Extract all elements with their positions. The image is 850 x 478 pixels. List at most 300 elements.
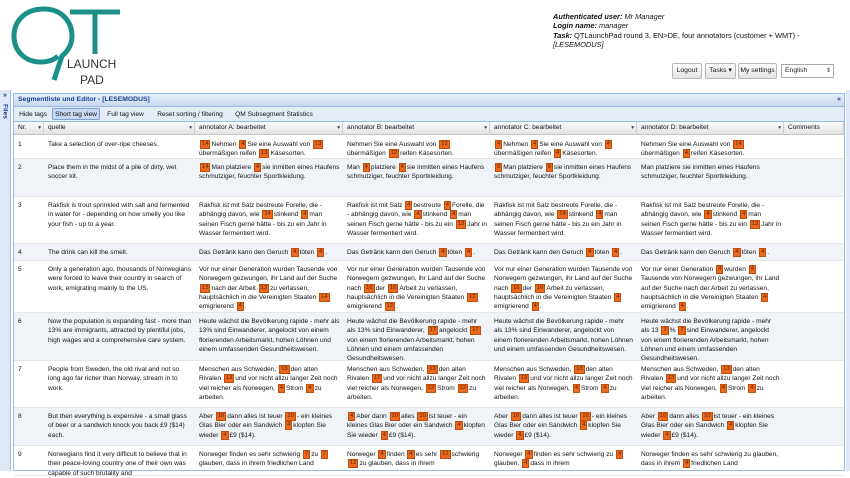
tasks-button[interactable] xyxy=(705,63,736,79)
annotator-d-cell[interactable] xyxy=(637,265,784,311)
qm-tag: 12 xyxy=(386,303,394,310)
qm-tag: 4 xyxy=(729,422,733,429)
toolbar xyxy=(14,107,844,122)
segment-text: übermäßigen xyxy=(641,150,682,158)
segment-text: sie inmitten eines Haufens schmutziger, feuchter Sportkleidung. xyxy=(199,164,340,181)
qm-tag: 16 xyxy=(536,284,544,291)
table-row[interactable] xyxy=(14,313,844,361)
segment-text: . xyxy=(539,303,542,311)
annotator-b-cell[interactable] xyxy=(343,140,490,159)
qm-tag: 4 xyxy=(684,150,688,157)
segment-text: Arbeit zu verlassen, hauptsächlich in die Vereinigten Staaten xyxy=(347,284,467,301)
col-annotator-a[interactable]: annotator A: bearbeitet ▾ xyxy=(195,122,343,135)
source-text: Rakfisk is trout sprinkled with salt and fermented in water for - depending on how smelly you like your fish - up to a year. xyxy=(48,202,190,228)
segment-text: - ein kleines Glas Bier oder ein Sandwich xyxy=(494,413,628,430)
annotator-a-cell[interactable] xyxy=(195,317,343,354)
segment-text: % xyxy=(669,327,678,335)
segment-number: 6 xyxy=(18,318,22,325)
qm-tag: 13 xyxy=(723,366,730,372)
annotator-c-cell[interactable] xyxy=(490,412,637,440)
segment-text: töten xyxy=(594,249,611,256)
segment-text: dann alles ist teuer xyxy=(522,413,580,420)
source-text: Now the population is expanding fast - more than 13% are immigrants, attracted by plentiful jobs, high wages and a comprehensive care system. xyxy=(48,318,192,344)
segment-text: übermäßigen reifen xyxy=(494,150,554,158)
segment-text: Norweger finden es sehr schwierig xyxy=(199,451,302,458)
full-tag-view-button[interactable]: Full tag view xyxy=(107,111,144,118)
qm-tag: 4 xyxy=(527,451,531,457)
annotator-c-cell[interactable] xyxy=(490,450,637,469)
qm-tag: 12 xyxy=(441,141,448,147)
qm-tag: 4 xyxy=(255,164,260,170)
qm-tag: 10 xyxy=(391,413,398,419)
qm-tag: 4 xyxy=(718,266,722,272)
qm-tag: 4 xyxy=(750,384,754,391)
segment-text: Man platziere xyxy=(503,164,545,171)
qm-statistics-button[interactable]: QM Subsegment Statistics xyxy=(235,111,313,118)
annotator-d-cell[interactable] xyxy=(637,248,784,257)
col-nr[interactable]: Nr. ▾ xyxy=(14,122,44,135)
qm-tag: 4 xyxy=(588,249,592,255)
annotator-b-cell[interactable] xyxy=(343,265,490,311)
table-row[interactable] xyxy=(14,136,844,159)
segment-text: finden xyxy=(386,451,407,458)
segment-text: £9 ($14). xyxy=(229,431,256,439)
segment-text: den alten Rivalen xyxy=(347,366,466,383)
qm-tag: 4 xyxy=(721,384,725,391)
panel-title-bar xyxy=(14,94,844,107)
qm-tag: 4 xyxy=(735,249,739,255)
table-row[interactable] xyxy=(14,261,844,313)
segment-text: Nehmen Sie eine Auswahl von xyxy=(347,141,439,148)
task-mode: [LESEMODUS] xyxy=(553,40,604,50)
segment-text: man seinen Fisch gerne hätte - bis zu ein Jahr in Wasser fermentiert wird. xyxy=(494,211,622,237)
chevron-down-icon: ▾ xyxy=(38,125,41,131)
segment-text: Strom xyxy=(285,384,306,392)
segment-text: zu arbeiten. xyxy=(641,384,764,401)
annotator-a-cell[interactable] xyxy=(195,265,343,311)
source-text: Norwegians find it very difficult to believe that in their peace-loving country one of their own was capable of such brutality and xyxy=(48,451,187,477)
segment-text: . xyxy=(473,249,476,256)
segment-text: . xyxy=(244,303,247,311)
qm-tag: 4 xyxy=(382,431,386,438)
qm-tag: 4 xyxy=(750,266,754,272)
qm-tag: 4 xyxy=(706,211,710,218)
segment-text: es sehr xyxy=(415,451,440,458)
qm-tag: 4 xyxy=(364,164,368,170)
table-row[interactable] xyxy=(14,159,844,197)
annotator-d-cell[interactable] xyxy=(637,140,784,159)
segment-text: £9 ($14). xyxy=(388,431,416,439)
segment-text: töten xyxy=(299,249,316,256)
segment-text: Aber xyxy=(494,413,510,420)
qm-tag: 10 xyxy=(287,413,294,419)
segment-text: Heute wächst die Bevölkerung rapide - mehr als 13% sind Einwanderer, angelockt von einem florierenden Arbeitsmarkt, hohen Löhnen und einem umfassenden Gesundheitswesen. xyxy=(494,318,633,353)
table-row[interactable] xyxy=(14,408,844,446)
qm-tag: 4 xyxy=(407,202,411,208)
panel-title: Segmentliste und Editor - [LESEMODUS] xyxy=(18,96,150,103)
qm-tag: 14 xyxy=(735,141,742,147)
files-panel-collapsed[interactable] xyxy=(0,90,11,471)
qm-tag: 4 xyxy=(441,249,445,255)
segment-number: 8 xyxy=(18,413,22,420)
files-label: Files xyxy=(1,104,9,119)
qm-tag: 16 xyxy=(513,284,520,291)
col-annotator-b[interactable]: annotator B: bearbeitet ▾ xyxy=(343,122,490,135)
qm-tag: 4 xyxy=(606,141,610,147)
qm-tag: 4 xyxy=(741,211,746,218)
qm-tag: 4 xyxy=(409,451,413,457)
collapse-icon[interactable]: « xyxy=(837,96,841,103)
segment-text: und vor nicht allzu langer Zeit noch viel reicher als Norwegen, xyxy=(199,375,338,392)
short-tag-view-button[interactable]: Short tag view xyxy=(52,108,100,120)
qm-tag: 4 xyxy=(680,303,684,310)
annotator-c-cell[interactable] xyxy=(490,265,637,311)
chevron-down-icon: ▾ xyxy=(631,125,634,131)
segment-text: zu glauben, dass in ihrem xyxy=(359,460,435,468)
segment-text: £9 ($14). xyxy=(524,431,551,439)
qm-tag: 4 xyxy=(665,431,669,438)
qm-tag: 10 xyxy=(704,413,711,419)
col-annotator-c[interactable]: annotator C: bearbeitet ▾ xyxy=(490,122,637,135)
annotator-a-cell[interactable] xyxy=(195,140,343,159)
qm-tag: 12 xyxy=(459,384,467,391)
segment-text: man seinen Fisch gerne hätte - bis zu ein xyxy=(347,211,472,228)
segment-text: stinkend xyxy=(712,211,739,219)
segment-number: 1 xyxy=(18,141,22,148)
qm-tag: 4 xyxy=(380,451,384,457)
qm-tag: 13 xyxy=(225,375,233,382)
qm-tag: 14 xyxy=(559,211,566,218)
qm-tag: 4 xyxy=(238,303,242,310)
task-value: QTLaunchPad round 3, EN>DE, four annotators (customer + WMT) - xyxy=(574,30,800,40)
qm-tag: 9 xyxy=(497,164,501,170)
segment-text: - ein kleines Glas Bier oder ein Sandwich xyxy=(199,413,333,430)
segment-text: . xyxy=(686,303,689,311)
qm-tag: 4 xyxy=(518,431,522,438)
segment-text: Käsesorten. xyxy=(270,150,306,158)
segment-text: Jahr in Wasser fermentiert wird. xyxy=(347,220,488,237)
segment-text: Das Getränk kann den Geruch xyxy=(199,249,291,256)
expand-icon[interactable]: » xyxy=(3,92,7,99)
table-row[interactable] xyxy=(14,446,844,476)
qm-tag: 9 xyxy=(547,164,551,170)
qm-tag: 16 xyxy=(389,284,397,291)
qm-tag: 14 xyxy=(321,293,328,300)
segment-text: emigrierend xyxy=(641,303,678,311)
qm-tag: 4 xyxy=(287,422,291,429)
qm-tag: 17 xyxy=(373,375,381,382)
user-info xyxy=(553,12,850,50)
annotator-a-cell[interactable] xyxy=(195,201,343,238)
segment-text: Heute wächst die Bevölkerung rapide - mehr als 13% sind Einwanderer, xyxy=(347,318,478,335)
annotator-c-cell[interactable] xyxy=(490,201,637,238)
segment-text: Heute wächst die Bevölkerung rapide - mehr als 13% sind Einwanderer, angelockt von einem florierenden Arbeitsmarkt, hohen Löhnen und einem umfassenden Gesundheitswesen. xyxy=(199,318,340,353)
segment-text: Vor nur einer Generation wurden Tausende von Norwegern gezwungen, ihr Land auf der Suche nach xyxy=(347,266,486,292)
segment-text: Jahr in Wasser fermentiert wird. xyxy=(641,220,782,237)
segment-text: den alten Rivalen xyxy=(494,366,613,383)
table-row[interactable] xyxy=(14,244,844,261)
segment-text: Rakfisk ist mit Salz bestreute Forelle, die - abhängig davon, wie xyxy=(199,202,323,219)
annotator-b-cell[interactable] xyxy=(343,412,490,440)
segment-text: Menschen aus Schweden, xyxy=(199,366,279,373)
segment-text: zu verlassen, hauptsächlich in die Vereinigten Staaten xyxy=(199,284,319,301)
segment-text: klopfen Sie wieder xyxy=(641,422,768,439)
qm-tag: 7 xyxy=(680,327,684,334)
segment-text: Man xyxy=(347,164,362,171)
chevron-down-icon: ▾ xyxy=(778,125,781,131)
segment-text: stinkend xyxy=(273,211,301,219)
qm-tag: 7 xyxy=(663,327,667,334)
auth-label: Authenticated user: xyxy=(553,12,623,21)
qm-tag: 4 xyxy=(416,211,420,218)
source-text: Only a generation ago, thousands of Norwegians were forced to leave their country in search of work, emigrating mainly to the US. xyxy=(48,266,191,292)
segment-text: ist teuer - ein kleines Glas Bier oder ein Sandwich xyxy=(641,413,775,430)
qm-tag: 4 xyxy=(303,211,307,218)
chevron-down-icon: ▾ xyxy=(728,67,732,74)
segment-number: 2 xyxy=(18,164,22,171)
segment-text: man seinen Fisch gerne hätte - bis zu ein Jahr in Wasser fermentiert wird. xyxy=(199,211,327,237)
qm-tag: 14 xyxy=(264,211,271,218)
qm-tag: 4 xyxy=(400,164,404,170)
qm-tag: 4 xyxy=(524,460,528,467)
qm-tag: 13 xyxy=(667,375,675,382)
qm-tag: 4 xyxy=(614,249,618,255)
segment-text: dann alles xyxy=(669,413,702,420)
qm-tag: 4 xyxy=(685,460,689,467)
segment-text: sind Einwanderer, angelockt von einem florierenden Arbeitsmarkt, hohen Löhnen und einem umfassenden Gesundheitswesen. xyxy=(641,327,770,363)
qm-tag: 4 xyxy=(763,293,767,300)
annotator-d-cell[interactable] xyxy=(637,317,784,363)
segment-text: . xyxy=(767,249,770,256)
qm-tag: 13 xyxy=(520,375,528,382)
qm-tag: 4 xyxy=(350,413,354,419)
segment-text: sie inmitten eines Haufens schmutziger, feuchter Sportkleidung. xyxy=(347,164,485,181)
qm-tag: 13 xyxy=(261,150,268,157)
hide-tags-button[interactable]: Hide tags xyxy=(19,111,47,118)
qm-tag: 4 xyxy=(241,141,245,147)
segment-text: klopfen Sie wieder xyxy=(347,422,485,439)
qm-tag: 14 xyxy=(202,164,209,170)
qm-tag: 4 xyxy=(598,211,602,218)
annotator-a-cell[interactable] xyxy=(195,248,343,257)
segment-text: Nehmen xyxy=(503,141,530,148)
segment-text: stinkend xyxy=(568,211,596,219)
qm-tag: 10 xyxy=(512,413,520,419)
segment-text: Nehmen xyxy=(211,141,239,148)
segment-text: zu arbeiten. xyxy=(494,384,617,401)
tasks-label: Tasks xyxy=(709,67,727,74)
segment-text: £9 ($14). xyxy=(671,431,698,439)
qm-tag: 17 xyxy=(472,327,479,334)
segment-text: emigrierend xyxy=(494,303,531,311)
segment-text: Rakfisk ist mit Salz bestreute Forelle, die - abhängig davon, wie xyxy=(494,202,618,219)
auth-value: Mr Manager xyxy=(624,12,665,21)
segment-text: angelockt xyxy=(439,327,470,335)
segment-text: glauben, dass in ihrem friedlichen Land xyxy=(199,460,314,468)
segment-text: sie inmitten eines Haufens schmutziger, feuchter Sportkleidung. xyxy=(494,164,632,181)
annotator-b-cell[interactable] xyxy=(343,317,490,363)
segment-text: . xyxy=(396,303,398,311)
qm-tag: 10 xyxy=(419,413,426,419)
annotator-c-cell[interactable] xyxy=(490,248,637,257)
login-label: Login name: xyxy=(553,21,597,31)
segment-text: reifen Käsesorten. xyxy=(400,150,454,158)
language-select[interactable] xyxy=(781,64,834,78)
qm-tag: 10 xyxy=(659,413,667,419)
qm-tag: 4 xyxy=(452,211,456,218)
table-header xyxy=(14,122,844,135)
segment-text: Strom xyxy=(580,384,601,392)
qm-tag: 7 xyxy=(323,451,327,457)
segment-text: Strom xyxy=(437,384,457,392)
task-label: Task: xyxy=(553,30,573,40)
segment-text: Aber xyxy=(641,413,657,420)
annotator-d-cell[interactable] xyxy=(637,201,784,238)
segment-text: Menschen aus Schweden, xyxy=(494,366,574,373)
segment-text: klopfen Sie wieder xyxy=(199,422,326,439)
segment-text: zu arbeiten. xyxy=(199,384,322,401)
segment-text: zu arbeiten. xyxy=(347,384,476,401)
segment-text: Menschen aus Schweden, xyxy=(641,366,721,373)
qm-tag: 4 xyxy=(582,422,586,429)
segment-text: alles xyxy=(400,413,417,420)
annotator-d-cell[interactable] xyxy=(637,412,784,440)
segment-text: Sie eine Auswahl von xyxy=(539,141,604,148)
chevron-down-icon: ▾ xyxy=(337,125,340,131)
source-text: Place them in the midst of a pile of dirty, wet soccer kit. xyxy=(48,164,177,181)
qm-tag: 13 xyxy=(281,366,288,372)
segment-text: und vor nicht allzu langer Zeit noch viel reicher als Norwegen, xyxy=(494,375,633,392)
segment-text: Vor nur einer Generation wurden Tausende von Norwegern gezwungen, ihr Land auf der Suche xyxy=(199,266,338,283)
segment-text: schwierig xyxy=(451,451,480,458)
annotator-c-cell[interactable] xyxy=(490,365,637,402)
col-source[interactable]: quelle ▾ xyxy=(44,122,195,135)
source-text: People from Sweden, the old rival and not so long ago far richer than Norway, stream in to work. xyxy=(48,366,180,392)
table-row[interactable] xyxy=(14,361,844,408)
source-text: But then everything is expensive - a small glass of beer or a sandwich knock you back £9 ($14) each. xyxy=(48,413,187,439)
segment-text: Norweger finden es sehr schwierig zu glauben, dass in ihrem xyxy=(641,451,779,468)
segment-text: Arbeit zu verlassen, hauptsächlich in die Vereinigten Staaten xyxy=(494,284,614,301)
chevron-down-icon: ▾ xyxy=(484,125,487,131)
annotator-c-cell[interactable] xyxy=(490,163,637,182)
segment-text: Rakfisk ist mit Salz bestreute Forelle, die - abhängig davon, wie xyxy=(641,202,765,219)
annotator-a-cell[interactable] xyxy=(195,412,343,440)
segment-text: dass in ihrem xyxy=(530,460,570,468)
qm-tag: 4 xyxy=(497,141,501,147)
segment-text: Vor nur einer Generation wurden Tausende von Norwegern gezwungen, ihr Land auf der Suche nach xyxy=(494,266,633,292)
segment-text: Sie eine Auswahl von xyxy=(247,141,312,148)
segment-text: Norweger xyxy=(347,451,378,458)
segment-text: reifen Käsesorten. xyxy=(690,150,745,158)
col-annotator-d[interactable]: annotator D: bearbeitet ▾ xyxy=(637,122,784,135)
annotator-c-cell[interactable] xyxy=(490,140,637,159)
qm-tag: 13 xyxy=(202,284,209,291)
annotator-d-cell[interactable] xyxy=(637,163,784,182)
select-arrows-icon: ⇕ xyxy=(825,68,831,74)
qm-tag: 13 xyxy=(314,141,322,147)
segment-text: bestreute xyxy=(413,202,443,209)
segment-text: der xyxy=(375,284,387,292)
segment-number: 9 xyxy=(18,451,22,458)
annotator-b-cell[interactable] xyxy=(343,365,490,402)
annotator-a-cell[interactable] xyxy=(195,163,343,182)
segment-text: emigrierend xyxy=(199,303,236,311)
segment-text: glauben, xyxy=(494,460,522,468)
qm-tag: 16 xyxy=(366,284,373,291)
qm-tag: 4 xyxy=(533,141,537,147)
segment-text: finden es sehr schwierig zu xyxy=(533,451,616,458)
qm-tag: 4 xyxy=(293,249,297,255)
annotator-b-cell[interactable] xyxy=(343,163,490,182)
qm-tag: 12 xyxy=(442,451,449,457)
segment-text: . xyxy=(620,249,623,256)
segment-text: Strom xyxy=(727,384,748,392)
segment-text: Das Getränk kann den Geruch xyxy=(494,249,586,256)
qm-tag: 4 xyxy=(279,384,283,391)
segment-text: emigrierend xyxy=(347,303,384,311)
annotator-b-cell[interactable] xyxy=(343,248,490,257)
annotator-a-cell[interactable] xyxy=(195,365,343,402)
segment-text: nach der Arbeit xyxy=(211,284,258,292)
qm-tag: 13 xyxy=(457,220,465,227)
segment-text: Menschen aus Schweden, xyxy=(347,366,427,373)
segment-text: übermäßigen reifen xyxy=(199,150,259,158)
annotator-b-cell[interactable] xyxy=(343,450,490,469)
logo-text-pad: PAD xyxy=(80,73,104,87)
segment-text: wurden xyxy=(724,266,748,273)
segment-text: stinkend xyxy=(422,211,449,219)
qm-tag: 4 xyxy=(319,249,323,255)
annotator-d-cell[interactable] xyxy=(637,365,784,402)
my-settings-button[interactable]: My settings xyxy=(738,63,777,79)
qm-tag: 4 xyxy=(467,249,471,255)
annotator-c-cell[interactable] xyxy=(490,317,637,354)
segment-text: der xyxy=(522,284,534,292)
segment-text: töten xyxy=(741,249,758,256)
segment-number: 7 xyxy=(18,366,22,373)
source-text: The drink can kill the smell. xyxy=(48,249,128,256)
col-comments[interactable]: Comments xyxy=(784,122,844,135)
qm-tag: 4 xyxy=(603,384,607,391)
qm-tag: 4 xyxy=(445,202,449,208)
qm-tag: 4 xyxy=(223,431,227,438)
segment-text: Käsesorten. xyxy=(562,150,598,158)
qm-tag: 12 xyxy=(469,293,476,300)
qm-tag: 4 xyxy=(533,303,537,310)
segment-text: Nehmen Sie eine Auswahl von xyxy=(641,141,733,148)
chevron-down-icon: ▾ xyxy=(189,125,192,131)
qm-tag: 4 xyxy=(457,422,461,429)
qt-launchpad-logo xyxy=(10,4,120,90)
qm-tag: 4 xyxy=(308,384,312,391)
reset-sorting-button[interactable]: Reset sorting / filtering xyxy=(157,111,223,118)
segment-text: Man platziere xyxy=(211,164,253,171)
segment-text: man seinen Fisch gerne hätte - bis zu ein xyxy=(641,211,762,228)
table-row[interactable] xyxy=(14,197,844,244)
qm-tag: 4 xyxy=(618,451,622,457)
qm-tag: 4 xyxy=(761,249,765,255)
segment-number: 4 xyxy=(18,249,22,256)
qm-tag: 13 xyxy=(429,366,436,372)
annotator-d-cell[interactable] xyxy=(637,450,784,469)
right-panel-strip xyxy=(846,90,850,471)
annotator-b-cell[interactable] xyxy=(343,201,490,238)
segment-text: friedlichen Land xyxy=(691,460,738,468)
logout-button[interactable]: Logout xyxy=(672,63,702,79)
qm-tag: 12 xyxy=(390,150,398,157)
login-value: manager xyxy=(599,21,629,31)
annotator-a-cell[interactable] xyxy=(195,450,343,469)
